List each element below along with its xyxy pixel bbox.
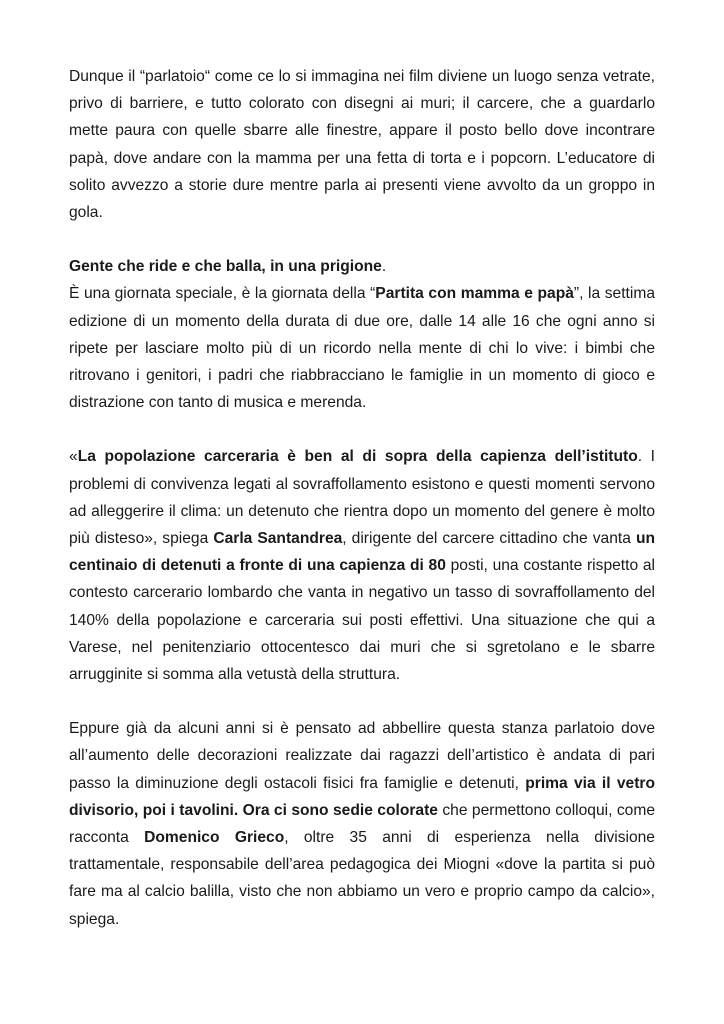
paragraph-spacer <box>69 226 655 253</box>
text-run: « <box>69 448 78 466</box>
paragraph-spacer <box>69 688 655 715</box>
text-run: , oltre 35 anni di esperienza nella divisione trattamentale, responsabile dell’area pedagogica dei Miogni «dove la partita si può fare ma al calcio balilla, visto che non abbiamo un vero e proprio campo da calcio», spiega. <box>69 829 655 928</box>
statistic-highlight: un centinaio di detenuti a fronte di una capienza di 80 <box>69 530 655 575</box>
text-run: , dirigente del carcere cittadino che vanta <box>342 530 636 548</box>
text-run: posti, una costante rispetto al contesto carcerario lombardo che vanta in negativo un tasso di sovraffollamento del 140% della popolazione e carceraria sui posti effettivi. Una situazione che qui a Varese, nel penitenziario ottocentesco dai muri che si sgretolano e le sbarre arrugginite si somma alla vetustà della struttura. <box>69 557 655 684</box>
paragraph-spacer <box>69 416 655 443</box>
paragraph-giornata-speciale <box>69 253 655 416</box>
paragraph-stanza-parlatoio <box>69 715 655 933</box>
event-name: Partita con mamma e papà <box>375 285 574 303</box>
person-name: Carla Santandrea <box>213 530 343 548</box>
text-run: ”, la settima edizione di un momento della durata di due ore, dalle 14 alle 16 che ogni anno si ripete per lasciare molto più di un ricordo nella mente di chi lo vive: i bimbi che ritrovano i genitori, i padri che riabbracciano le famiglie in un momento di gioco e distrazione con tanto di musica e merenda. <box>69 285 655 412</box>
paragraph-parlatoio <box>69 63 655 226</box>
text-run: che permettono colloqui, come racconta <box>69 801 655 847</box>
person-name: Domenico Grieco <box>144 829 285 847</box>
document-page <box>69 63 655 933</box>
paragraph-popolazione-carceraria <box>69 443 655 688</box>
section-heading: Gente che ride e che balla, in una prigione <box>69 258 382 276</box>
text-run: Eppure già da alcuni anni si è pensato ad abbellire questa stanza parlatoio dove all’aumento delle decorazioni realizzate dai ragazzi dell’artistico è andata di pari passo la diminuzione degli ostacoli fisici fra famiglie e detenuti, <box>69 720 655 792</box>
text-run: . I problemi di convivenza legati al sovraffollamento esistono e questi momenti servono ad alleggerire il clima: un detenuto che rientra dopo un momento del genere è molto più disteso», spiega <box>69 448 656 548</box>
text-run: . <box>381 258 387 276</box>
changes-highlight: prima via il vetro divisorio, poi i tavolini. Ora ci sono sedie colorate <box>69 774 656 819</box>
quote-highlight: La popolazione carceraria è ben al di sopra della capienza dell’istituto <box>77 448 638 466</box>
text-run: Dunque il “parlatoio“ come ce lo si immagina nei film diviene un luogo senza vetrate, privo di barriere, e tutto colorato con disegni ai muri; il carcere, che a guardarlo mette paura con quelle sbarre alle finestre, appare il posto bello dove incontrare papà, dove andare con la mamma per una fetta di torta e i popcorn. L’educatore di solito avvezzo a storie dure mentre parla ai presenti viene avvolto da un groppo in gola. <box>69 68 655 222</box>
text-run: È una giornata speciale, è la giornata della “ <box>69 285 376 303</box>
